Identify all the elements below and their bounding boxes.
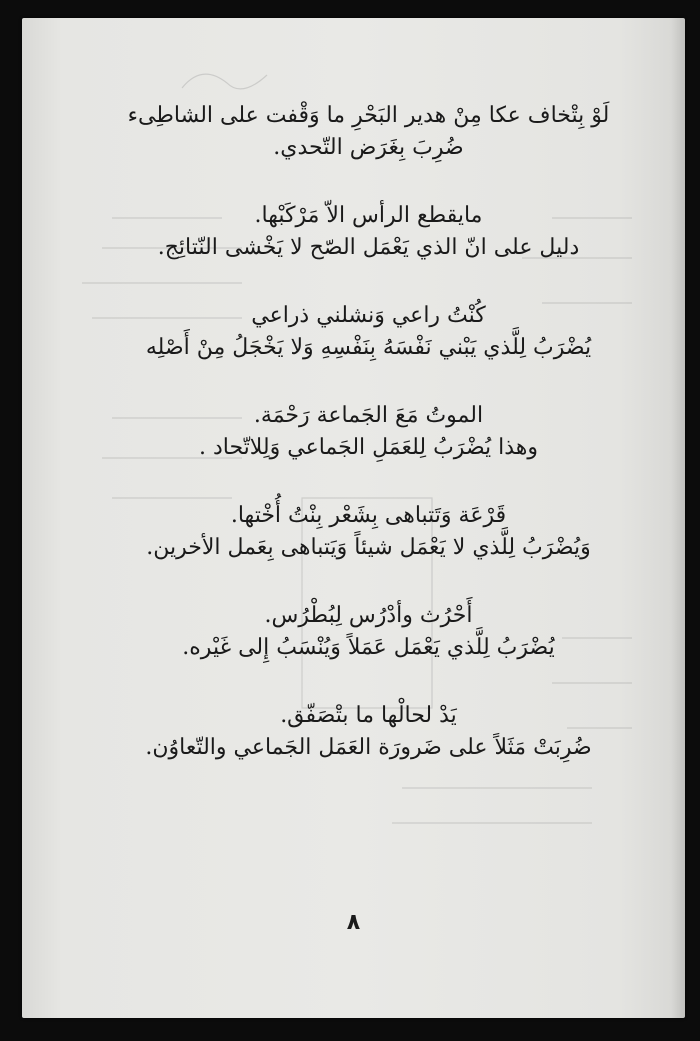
proverb-explanation: ضُرِبَتْ مَثَلاً على ضَرورَة العَمَل الجَماعي والتّعاوُن. [145,735,592,760]
proverb-text: أَحْرُث وأدْرُس لِبُطْرُس. [264,603,473,628]
proverb-explanation: ضُرِبَ بِغَرَض التّحدي. [273,135,464,160]
proverb-7 [92,700,645,764]
proverb-explanation: وهذا يُضْرَبُ لِلعَمَلِ الجَماعي وَلِلاتّحاد . [198,435,539,460]
proverb-explanation: يُضْرَبُ لِلَّذي يَبْني نَفْسَهُ بِنَفْسِهِ وَلا يَخْجَلُ مِنْ أَصْلِه [145,335,592,360]
proverb-explanation: يُضْرَبُ لِلَّذي يَعْمَل عَمَلاً وَيُنْسَبُ إِلى غَيْره. [182,635,555,660]
proverb-3 [92,300,645,364]
proverb-text: قَرْعَة وَتَتباهى بِشَعْر بِنْتُ أُخْتها. [230,503,507,528]
book-page [22,18,685,1018]
proverb-4 [92,400,645,464]
proverb-6 [92,600,645,664]
proverb-5 [92,500,645,564]
proverbs-text-block [92,100,645,800]
proverb-1 [92,100,645,164]
page-number: ٨ [346,910,361,935]
proverb-2 [92,200,645,264]
proverb-explanation: دليل على انّ الذي يَعْمَل الصّح لا يَخْشى النّتائِج. [157,235,580,260]
proverb-text: الموتُ مَعَ الجَماعة رَحْمَة. [253,403,484,428]
proverb-explanation: وَيُضْرَبُ لِلَّذي لا يَعْمَل شيئاً وَيَتباهى بِعَمل الأخرين. [146,535,591,560]
proverb-text: يَدْ لحالْها ما بتْصَفّق. [280,703,457,728]
page-edge-shadow [671,18,685,1018]
proverb-text: كُنْتُ راعي وَنشلني ذراعي [251,303,486,328]
proverb-text: لَوْ بِتْخاف عكا مِنْ هدير البَحْرِ ما وَقْفت على الشاطِىء [127,103,610,128]
proverb-text: مايقطع الرأس الاّ مَرْكَبْها. [254,203,483,228]
